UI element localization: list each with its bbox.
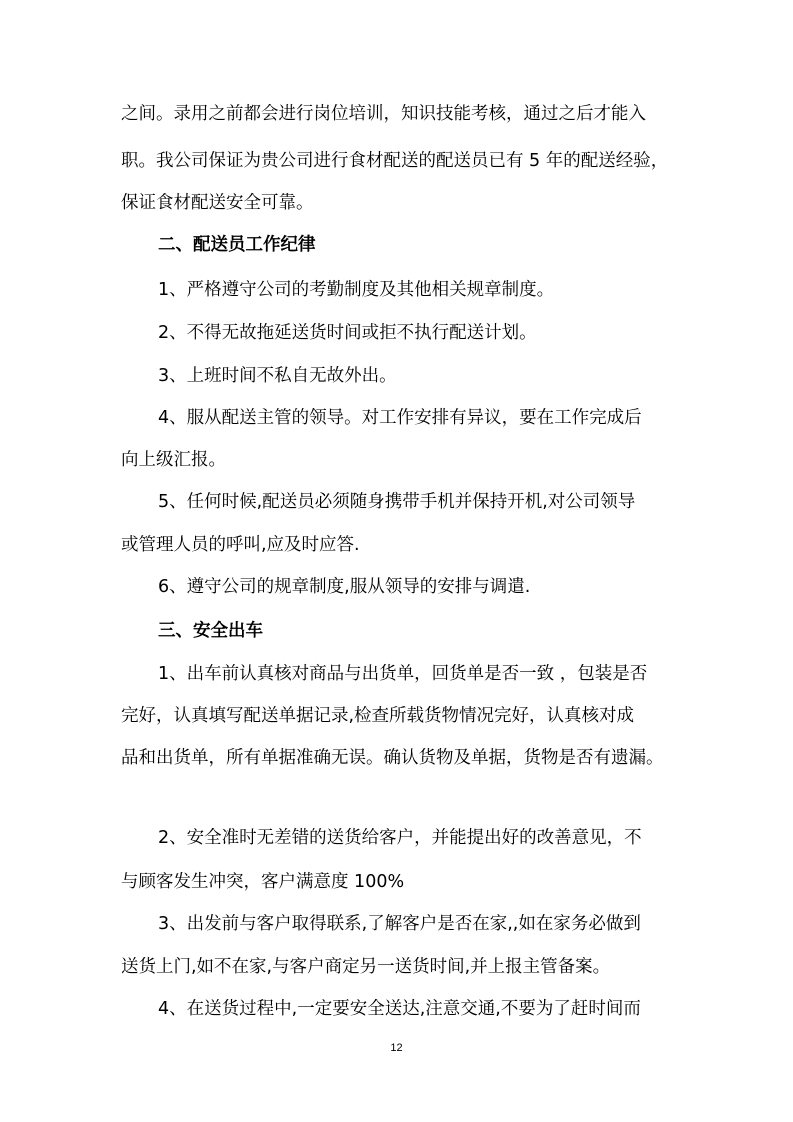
section-heading: 三、安全出车	[158, 621, 263, 641]
list-item: 3、上班时间不私自无故外出。	[158, 366, 397, 386]
section-heading: 二、配送员工作纪律	[158, 235, 316, 255]
text-line: 之间。录用之前都会进行岗位培训，知识技能考核，通过之后才能入	[121, 104, 646, 124]
text-line: 完好，认真填写配送单据记录,检查所载货物情况完好，认真核对成	[121, 706, 635, 726]
text-line: 保证食材配送安全可靠。	[121, 193, 314, 213]
text-line: 或管理人员的呼叫,应及时应答.	[121, 535, 360, 555]
list-item: 5、任何时候,配送员必须随身携带手机并保持开机,对公司领导	[158, 492, 636, 512]
text-line: 与顾客发生冲突，客户满意度 100%	[121, 872, 405, 892]
text-line: 向上级汇报。	[121, 450, 226, 470]
list-item: 1、出车前认真核对商品与出货单，回货单是否一致 ，包装是否	[158, 664, 648, 684]
list-item: 1、严格遵守公司的考勤制度及其他相关规章制度。	[158, 280, 555, 300]
text-line: 送货上门,如不在家,与客户商定另一送货时间,并上报主管备案。	[121, 957, 611, 977]
list-item: 4、服从配送主管的领导。对工作安排有异议，要在工作完成后	[158, 408, 642, 428]
text-line: 职。我公司保证为贵公司进行食材配送的配送员已有 5 年的配送经验，	[121, 151, 669, 171]
text-line: 品和出货单，所有单据准确无误。确认货物及单据，货物是否有遗漏。	[121, 748, 664, 768]
list-item: 4、在送货过程中,一定要安全送达,注意交通,不要为了赶时间而	[158, 999, 641, 1019]
list-item: 3、出发前与客户取得联系,了解客户是否在家,,如在家务必做到	[158, 914, 641, 934]
page-number: 12	[390, 1042, 403, 1054]
list-item: 2、安全准时无差错的送货给客户，并能提出好的改善意见，不	[158, 828, 642, 848]
list-item: 6、遵守公司的规章制度,服从领导的安排与调遣.	[158, 577, 531, 597]
list-item: 2、不得无故拖延送货时间或拒不执行配送计划。	[158, 323, 537, 343]
